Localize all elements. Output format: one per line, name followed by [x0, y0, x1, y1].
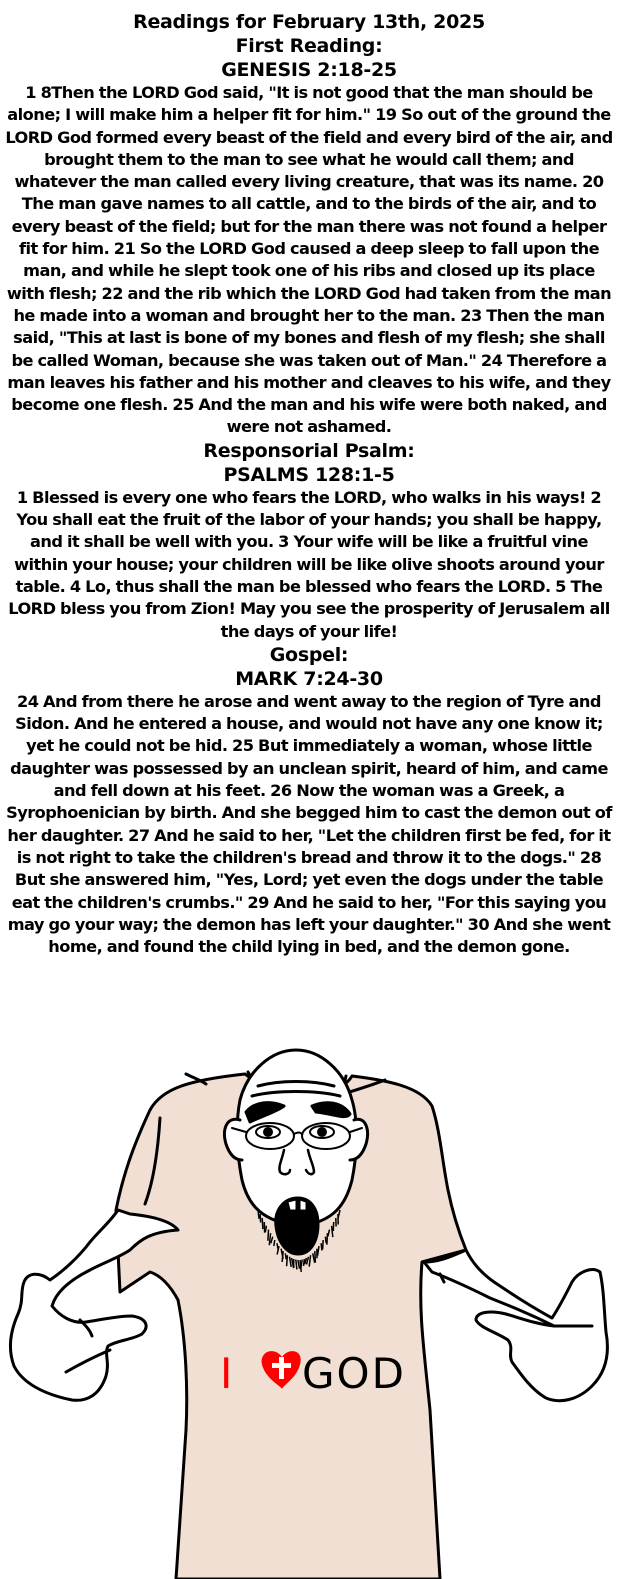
- beard-stroke: [258, 1210, 259, 1219]
- gospel-heading: Gospel:: [269, 643, 349, 666]
- open-mouth: [276, 1198, 318, 1254]
- beard-stroke: [260, 1214, 261, 1222]
- cartoon-figure: [0, 1010, 618, 1579]
- beard-stroke: [268, 1230, 269, 1241]
- first-reading-heading: First Reading:: [235, 35, 383, 57]
- beard-stroke: [323, 1240, 324, 1249]
- left-pupil: [263, 1127, 273, 1137]
- gospel-text: 24 And from there he arose and went away to the region of Tyre and Sidon. And he entered a house, and would not have any one know it; yet he could not be hid. 25 But immediately a woman, whose little daughter was possessed by an unclean spirit, heard of him, and came and fell down at his feet. 26 Now the woman was a Greek, a Syrophoenician by birth. And she begged him to cast the demon out of her daughter. 27 And he said to her, "Let the children first be fed, for it is not right to take the children's bread and throw it to the dogs." 28 But she answered him, "Yes, Lord; yet even the dogs under the table eat the children's crumbs." 29 And he said to her, "For this saying you may go your way; the demon has left your daughter." 30 And she went home, and found the child lying in bed, and the demon gone.: [6, 691, 612, 957]
- psalm-heading: Responsorial Psalm:: [203, 439, 415, 462]
- shirt-text-prefix: I: [220, 1349, 233, 1398]
- beard-stroke: [327, 1233, 328, 1245]
- cross-horizontal: [272, 1363, 291, 1368]
- beard-stroke: [325, 1237, 326, 1244]
- right-pupil: [317, 1127, 327, 1137]
- beard-stroke: [287, 1255, 288, 1266]
- shirt-text-suffix: GOD: [302, 1349, 406, 1398]
- psalm-text: 1 Blessed is every one who fears the LORD, who walks in his ways! 2 You shall eat the fruit of the labor of your hands; you shall be happy, and it shall be well with you. 3 Your wife will be like a fruitful vine within your house; your children will be like olive shoots around your table. 4 Lo, thus shall the man be blessed who fears the LORD. 5 The LORD bless you from Zion! May you see the prosperity of Jerusalem all the days of your life!: [8, 487, 610, 641]
- beard-stroke: [304, 1259, 305, 1266]
- beard-stroke: [285, 1253, 286, 1259]
- beard-stroke: [321, 1243, 322, 1250]
- gospel-reference: MARK 7:24-30: [235, 667, 383, 690]
- cartoon-illustration: [0, 1010, 618, 1579]
- psalm-section: [0, 439, 618, 643]
- psalm-reference: PSALMS 128:1-5: [223, 463, 395, 486]
- gospel-section: [0, 643, 618, 959]
- page-title: Readings for February 13th, 2025: [133, 11, 485, 33]
- beard-stroke: [274, 1240, 275, 1246]
- first-reading-text: 1 8Then the LORD God said, "It is not good that the man should be alone; I will make him a helper fit for him." 19 So out of the ground the LORD God formed every beast of the field and every bird of the air, and brought them to the man to see what he would call them; and whatever the man called every living creature, that was its name. 20 The man gave names to all cattle, and to the birds of the air, and to every beast of the field; but for the man there was not found a helper fit for him. 21 So the LORD God caused a deep sleep to fall upon the man, and while he slept took one of his ribs and closed up its place with flesh; 22 and the rib which the LORD God had taken from the man he made into a woman and brought her to the man. 23 Then the man said, "This at last is bone of my bones and flesh of my flesh; she shall be called Woman, because she was taken out of Man." 24 Therefore a man leaves his father and his mother and cleaves to his wife, and they become one flesh. 25 And the man and his wife were both naked, and were not ashamed.: [5, 83, 613, 437]
- first-reading-section: [0, 34, 618, 439]
- first-reading-reference: GENESIS 2:18-25: [221, 59, 397, 81]
- beard-stroke: [315, 1251, 316, 1262]
- beard-stroke: [262, 1218, 263, 1229]
